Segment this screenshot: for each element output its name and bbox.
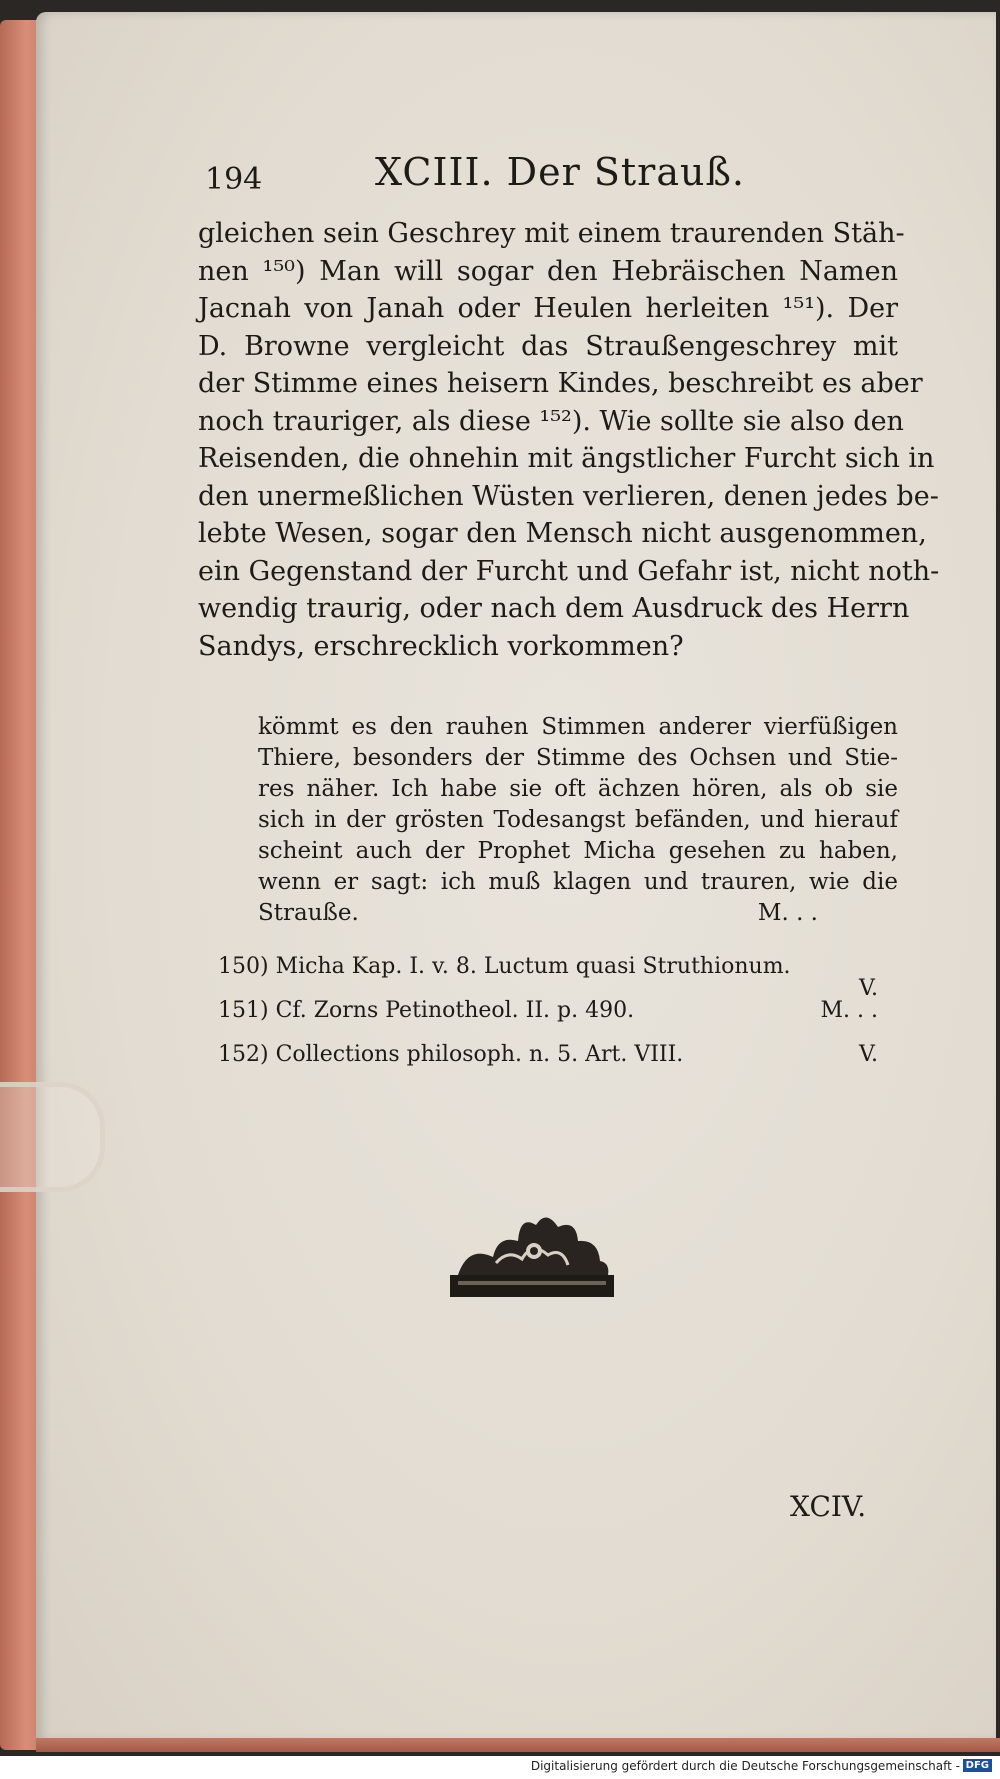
- text-line: ein Gegenstand der Furcht und Gefahr ist, nicht noth-: [198, 555, 940, 587]
- page-clip: [0, 1082, 105, 1192]
- text-line: wendig traurig, oder nach dem Ausdruck des Herrn: [198, 593, 910, 624]
- footer-credit: Digitalisierung gefördert durch die Deutsche Forschungsgemeinschaft -: [530, 1759, 960, 1773]
- note-line: Strauße.: [258, 900, 359, 926]
- page-number: 194: [205, 162, 263, 197]
- text-line: D. Browne vergleicht das Straußengeschrey mit: [198, 330, 898, 362]
- text-line: Jacnah von Janah oder Heulen herleiten ¹⁵¹). Der: [198, 293, 898, 324]
- text-line: Sandys, erschrecklich vorkommen?: [198, 630, 684, 662]
- footnote-152: [218, 1033, 898, 1077]
- main-text: [198, 215, 940, 665]
- text-line: den unermeßlichen Wüsten verlieren, denen jedes be-: [198, 480, 939, 512]
- footnote-signature: M. . .: [820, 998, 878, 1023]
- catchword: XCIV.: [790, 1490, 867, 1523]
- note-signature: M. . .: [757, 900, 818, 926]
- footnote-signature: V.: [858, 1042, 878, 1067]
- book-bottom-edge: [36, 1738, 1000, 1752]
- footnote-text: 151) Cf. Zorns Petinotheol. II. p. 490.: [218, 998, 635, 1023]
- footnote-151: [218, 989, 898, 1033]
- digitization-footer: [0, 1756, 1000, 1779]
- footnote-text: 150) Micha Kap. I. v. 8. Luctum quasi Struthionum.: [218, 954, 791, 979]
- running-title: XCIII. Der Strauß.: [375, 150, 745, 194]
- dfg-logo: DFG: [963, 1759, 992, 1772]
- page-header: [205, 150, 905, 200]
- text-line: noch trauriger, als diese ¹⁵²). Wie sollte sie also den: [198, 405, 904, 437]
- note-line: wenn er sagt: ich muß klagen und trauren, wie die: [258, 869, 898, 895]
- note-line: Thiere, besonders der Stimme des Ochsen und Stie-: [258, 745, 898, 771]
- footnotes: [218, 945, 898, 1077]
- footnote-text: 152) Collections philosoph. n. 5. Art. VIII.: [218, 1042, 684, 1067]
- note-line: sich in der grösten Todesangst befänden, und hierauf: [258, 807, 898, 833]
- note-last-line: [258, 898, 898, 929]
- footnote-150: [218, 945, 898, 1001]
- note-line: scheint auch der Prophet Micha gesehen zu haben,: [258, 838, 898, 864]
- note-line: kömmt es den rauhen Stimmen anderer vierfüßigen: [258, 714, 898, 740]
- note-text: [258, 712, 898, 929]
- footnote-signature: V.: [858, 976, 878, 1001]
- text-line: gleichen sein Geschrey mit einem traurenden Stäh-: [198, 218, 905, 249]
- ornament-vignette-icon: [448, 1205, 616, 1301]
- text-line: Reisenden, die ohnehin mit ängstlicher Furcht sich in: [198, 443, 935, 474]
- text-line: nen ¹⁵⁰) Man will sogar den Hebräischen Namen: [198, 255, 898, 287]
- note-line: res näher. Ich habe sie oft ächzen hören, als ob sie: [258, 776, 898, 802]
- text-line: der Stimme eines heisern Kindes, beschreibt es aber: [198, 368, 923, 399]
- text-line: lebte Wesen, sogar den Mensch nicht ausgenommen,: [198, 518, 927, 549]
